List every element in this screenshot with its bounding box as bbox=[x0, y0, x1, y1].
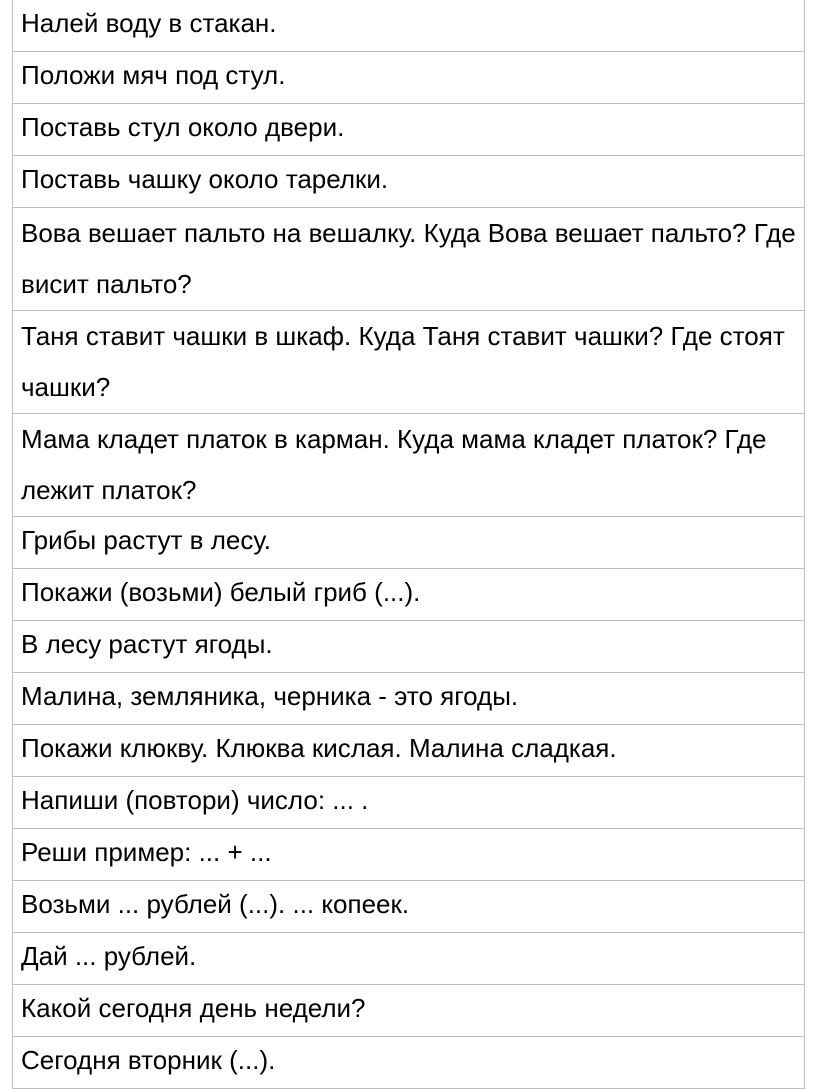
table-row: Возьми ... рублей (...). ... копеек. bbox=[13, 881, 804, 933]
table-row: Таня ставит чашки в шкаф. Куда Таня ставит чашки? Где стоят чашки? bbox=[13, 311, 804, 414]
table-row: Покажи (возьми) белый гриб (...). bbox=[13, 569, 804, 621]
table-row: Вова вешает пальто на вешалку. Куда Вова вешает пальто? Где висит пальто? bbox=[13, 208, 804, 311]
table-row: Какой сегодня день недели? bbox=[13, 985, 804, 1037]
table-row: Малина, земляника, черника - это ягоды. bbox=[13, 673, 804, 725]
table-row: Положи мяч под стул. bbox=[13, 52, 804, 104]
table-row: Реши пример: ... + ... bbox=[13, 829, 804, 881]
table-row: В лесу растут ягоды. bbox=[13, 621, 804, 673]
table-row: Дай ... рублей. bbox=[13, 933, 804, 985]
table-row: Грибы растут в лесу. bbox=[13, 517, 804, 569]
table-row: Налей воду в стакан. bbox=[13, 0, 804, 52]
table-row: Поставь стул около двери. bbox=[13, 104, 804, 156]
table-row: Сегодня вторник (...). bbox=[13, 1037, 804, 1089]
sentence-table bbox=[12, 0, 805, 1089]
table-row: Поставь чашку около тарелки. bbox=[13, 156, 804, 208]
table-row: Мама кладет платок в карман. Куда мама кладет платок? Где лежит платок? bbox=[13, 414, 804, 517]
table-row: Покажи клюкву. Клюква кислая. Малина сладкая. bbox=[13, 725, 804, 777]
table-row: Напиши (повтори) число: ... . bbox=[13, 777, 804, 829]
